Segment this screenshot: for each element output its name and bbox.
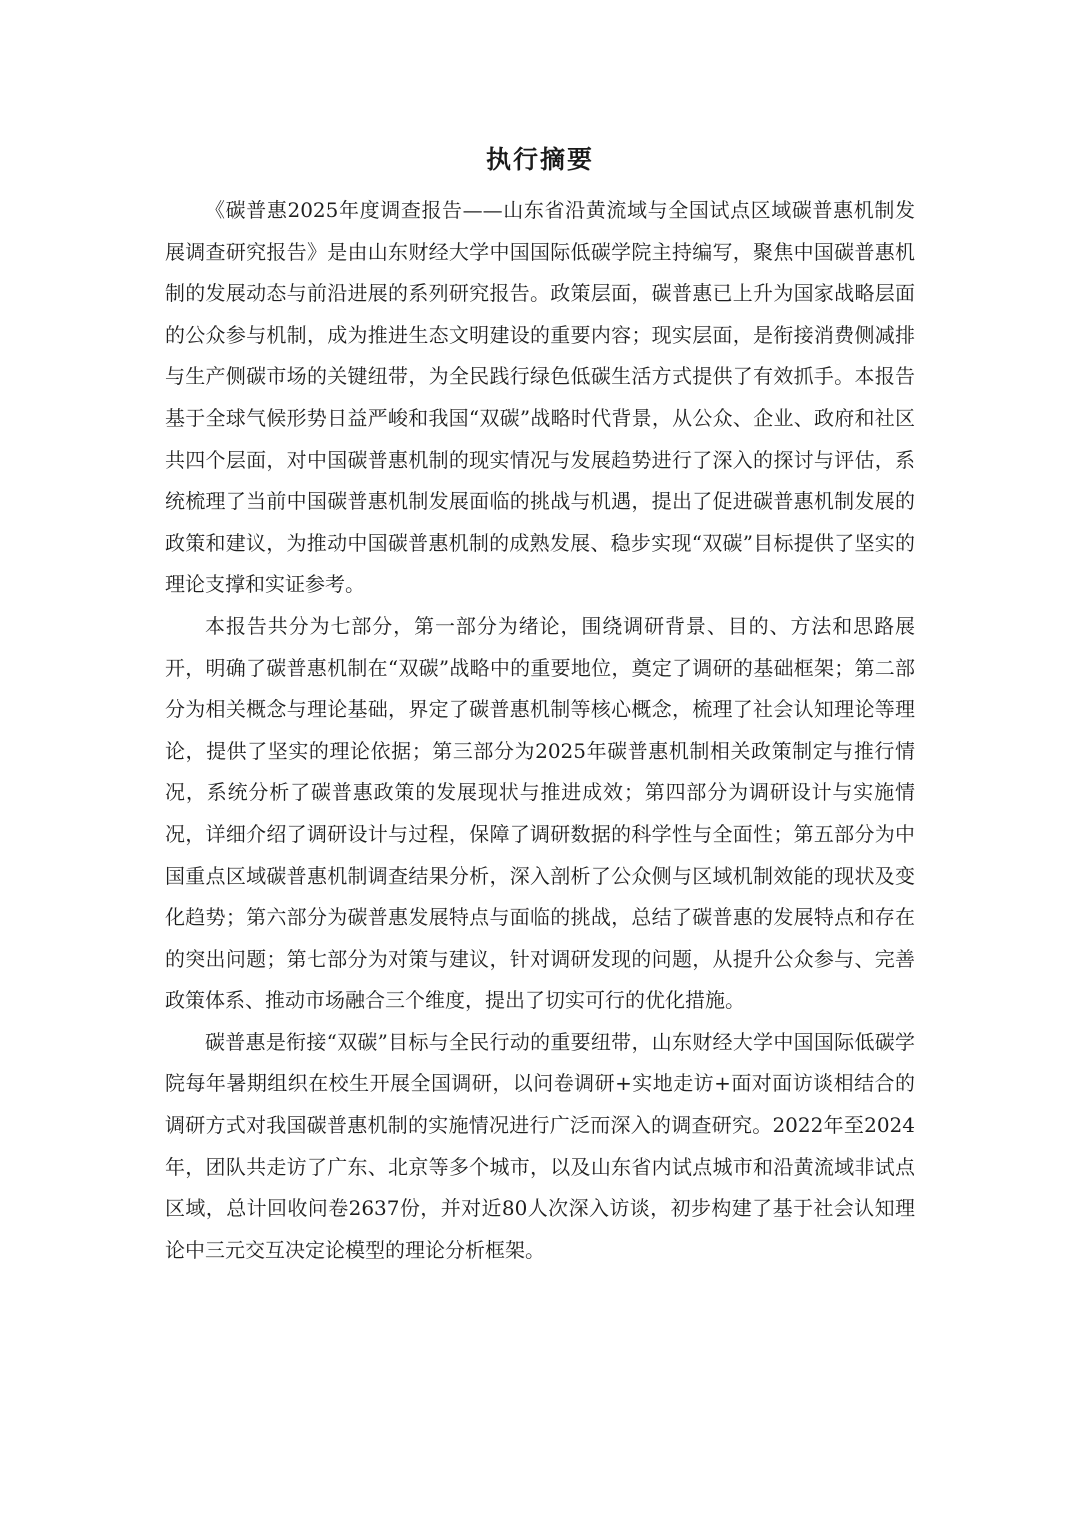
page-title: 执行摘要 (485, 145, 594, 174)
document-body (165, 190, 915, 1271)
paragraph-intro: 《碳普惠2025年度调查报告——山东省沿黄流域与全国试点区域碳普惠机制发展调查研究报告》是由山东财经大学中国国际低碳学院主持编写，聚焦中国碳普惠机制的发展动态与前沿进展的系列研究报告。政策层面，碳普惠已上升为国家战略层面的公众参与机制，成为推进生态文明建设的重要内容；现实层面，是衔接消费侧减排与生产侧碳市场的关键纽带，为全民践行绿色低碳生活方式提供了有效抓手。本报告基于全球气候形势日益严峻和我国“双碳”战略时代背景，从公众、企业、政府和社区共四个层面，对中国碳普惠机制的现实情况与发展趋势进行了深入的探讨与评估，系统梳理了当前中国碳普惠机制发展面临的挑战与机遇，提出了促进碳普惠机制发展的政策和建议，为推动中国碳普惠机制的成熟发展、稳步实现“双碳”目标提供了坚实的理论支撑和实证参考。 (165, 198, 915, 597)
paragraph-structure: 本报告共分为七部分，第一部分为绪论，围绕调研背景、目的、方法和思路展开，明确了碳普惠机制在“双碳”战略中的重要地位，奠定了调研的基础框架；第二部分为相关概念与理论基础，界定了碳普惠机制等核心概念，梳理了社会认知理论等理论，提供了坚实的理论依据；第三部分为2025年碳普惠机制相关政策制定与推行情况，系统分析了碳普惠政策的发展现状与推进成效；第四部分为调研设计与实施情况，详细介绍了调研设计与过程，保障了调研数据的科学性与全面性；第五部分为中国重点区域碳普惠机制调查结果分析，深入剖析了公众侧与区域机制效能的现状及变化趋势；第六部分为碳普惠发展特点与面临的挑战，总结了碳普惠的发展特点和存在的突出问题；第七部分为对策与建议，针对调研发现的问题，从提升公众参与、完善政策体系、推动市场融合三个维度，提出了切实可行的优化措施。 (165, 613, 915, 1013)
paragraph-methodology: 碳普惠是衔接“双碳”目标与全民行动的重要纽带，山东财经大学中国国际低碳学院每年暑期组织在校生开展全国调研，以问卷调研+实地走访+面对面访谈相结合的调研方式对我国碳普惠机制的实施情况进行广泛而深入的调查研究。2022年至2024年，团队共走访了广东、北京等多个城市，以及山东省内试点城市和沿黄流域非试点区域，总计回收问卷2637份，并对近80人次深入访谈，初步构建了基于社会认知理论中三元交互决定论模型的理论分析框架。 (165, 1029, 915, 1262)
